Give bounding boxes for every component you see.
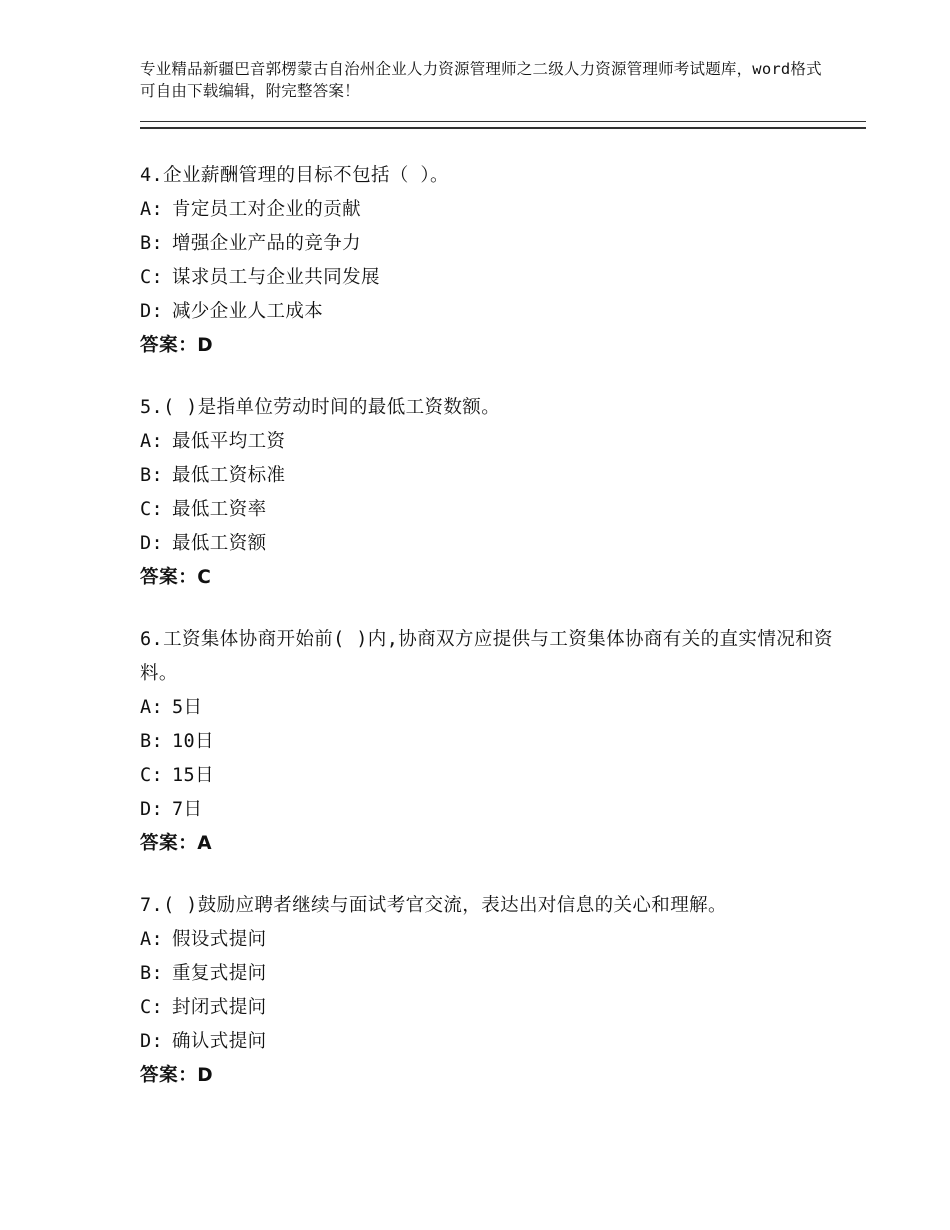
answer-line: 答案：A (140, 833, 213, 854)
option-text: 谋求员工与企业共同发展 (172, 267, 380, 288)
option-c (140, 991, 840, 1025)
question-5 (140, 391, 840, 595)
question-6 (140, 623, 840, 861)
option-key: B: (140, 233, 164, 254)
question-stem: 4.企业薪酬管理的目标不包括（ ）。 (140, 165, 449, 186)
answer-line: 答案：D (140, 335, 214, 356)
question-stem: 6.工资集体协商开始前( )内,协商双方应提供与工资集体协商有关的直实情况和资料。 (140, 629, 833, 684)
option-text: 假设式提问 (172, 929, 267, 950)
option-text: 增强企业产品的竞争力 (172, 233, 362, 254)
option-text: 15日 (172, 765, 214, 786)
option-b (140, 227, 840, 261)
option-b (140, 725, 840, 759)
option-a (140, 193, 840, 227)
option-key: A: (140, 929, 164, 950)
question-7 (140, 889, 840, 1093)
option-text: 10日 (172, 731, 214, 752)
option-text: 最低工资额 (172, 533, 267, 554)
option-text: 5日 (172, 697, 203, 718)
option-key: B: (140, 465, 164, 486)
option-a (140, 691, 840, 725)
option-text: 最低工资率 (172, 499, 267, 520)
option-b (140, 459, 840, 493)
answer-line: 答案：D (140, 1065, 214, 1086)
option-text: 最低平均工资 (172, 431, 286, 452)
option-d (140, 295, 840, 329)
document-header (140, 58, 830, 102)
option-key: C: (140, 765, 164, 786)
option-text: 封闭式提问 (172, 997, 267, 1018)
option-b (140, 957, 840, 991)
option-key: D: (140, 799, 164, 820)
header-divider (140, 121, 866, 129)
option-key: A: (140, 431, 164, 452)
question-stem: 7.( )鼓励应聘者继续与面试考官交流，表达出对信息的关心和理解。 (140, 895, 727, 916)
option-a (140, 425, 840, 459)
option-key: D: (140, 1031, 164, 1052)
option-d (140, 527, 840, 561)
option-d (140, 793, 840, 827)
question-list (140, 159, 840, 1121)
option-key: D: (140, 533, 164, 554)
option-text: 减少企业人工成本 (172, 301, 324, 322)
option-text: 7日 (172, 799, 203, 820)
option-key: B: (140, 963, 164, 984)
option-c (140, 261, 840, 295)
option-text: 确认式提问 (172, 1031, 267, 1052)
answer-line: 答案：C (140, 567, 212, 588)
option-text: 肯定员工对企业的贡献 (172, 199, 362, 220)
option-c (140, 759, 840, 793)
option-key: A: (140, 697, 164, 718)
option-text: 最低工资标准 (172, 465, 286, 486)
header-title: 专业精品新疆巴音郭楞蒙古自治州企业人力资源管理师之二级人力资源管理师考试题库，word格式可自由下载编辑，附完整答案！ (140, 60, 822, 100)
option-key: C: (140, 997, 164, 1018)
option-key: A: (140, 199, 164, 220)
question-4 (140, 159, 840, 363)
option-c (140, 493, 840, 527)
question-stem: 5.( )是指单位劳动时间的最低工资数额。 (140, 397, 501, 418)
option-a (140, 923, 840, 957)
option-key: C: (140, 267, 164, 288)
option-d (140, 1025, 840, 1059)
option-key: B: (140, 731, 164, 752)
option-text: 重复式提问 (172, 963, 267, 984)
option-key: C: (140, 499, 164, 520)
option-key: D: (140, 301, 164, 322)
